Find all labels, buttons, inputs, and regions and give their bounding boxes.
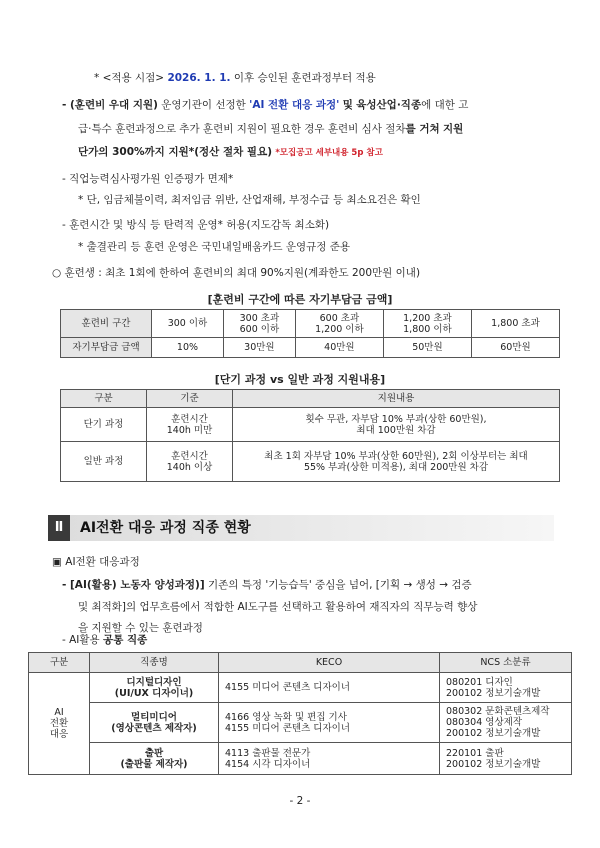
table1-row-header: 자기부담금 금액 [61, 338, 152, 358]
common-jobs-label: - AI활용 공통 직종 [62, 634, 148, 646]
table1-cell: 50만원 [383, 338, 471, 358]
page-number: - 2 - [289, 795, 311, 807]
subsidy-item-line3: 단가의 300%까지 지원*(정산 절차 필요) *모집공고 세부내용 5p 참고 [78, 146, 383, 158]
table2-basis: 훈련시간 140h 미만 [147, 408, 233, 442]
table1-cell: 30만원 [223, 338, 295, 358]
ai-course-desc-line3: 을 지원할 수 있는 훈련과정 [78, 622, 203, 634]
ai-course-desc-line2: 및 최적화]의 업무흐름에서 적합한 AI도구를 선택하고 활용하여 재직자의 직무능력 향상 [78, 601, 478, 613]
table2-header: 지원내용 [233, 390, 560, 408]
table1-cell: 300 초과 600 이하 [223, 310, 295, 338]
job-type-table [28, 652, 572, 775]
table2-header: 구분 [61, 390, 147, 408]
table3-ncs: 080302 문화콘텐츠제작 080304 영상제작 200102 정보기술개발 [440, 703, 572, 743]
flexible-operation-note: * 출결관리 등 훈련 운영은 국민내일배움카드 운영규정 준용 [78, 241, 351, 253]
applies-from-note: * <적용 시점> 2026. 1. 1. 이후 승인된 훈련과정부터 적용 [94, 72, 376, 84]
table2-basis: 훈련시간 140h 이상 [147, 442, 233, 482]
flexible-operation-item: - 훈련시간 및 방식 등 탄력적 운영* 허용(지도감독 최소화) [62, 219, 330, 231]
table3-job: 디지털디자인 (UI/UX 디자이너) [90, 673, 219, 703]
table3-ncs: 220101 출판 200102 정보기술개발 [440, 743, 572, 775]
table3-header: KECO [219, 653, 440, 673]
table1-title: [훈련비 구간에 따른 자기부담금 금액] [207, 293, 393, 306]
table3-header: 직종명 [90, 653, 219, 673]
table3-job: 출판 (출판물 제작자) [90, 743, 219, 775]
ai-course-heading: ▣ AI전환 대응과정 [52, 556, 140, 568]
section-number: Ⅱ [48, 515, 70, 541]
table1-cell: 600 초과 1,200 이하 [295, 310, 383, 338]
table3-header: NCS 소분류 [440, 653, 572, 673]
section-title: AI전환 대응 과정 직종 현황 [80, 520, 251, 536]
self-pay-table [60, 309, 560, 358]
table2-header: 기준 [147, 390, 233, 408]
table3-keco: 4113 출판물 전문가 4154 시각 디자이너 [219, 743, 440, 775]
subsidy-item-line1: - (훈련비 우대 지원) 운영기관이 선정한 'AI 전환 대응 과정' 및 육성산업·직종에 대한 고 [62, 99, 469, 111]
table3-ncs: 080201 디자인 200102 정보기술개발 [440, 673, 572, 703]
table1-cell: 60만원 [471, 338, 559, 358]
course-compare-table [60, 389, 560, 482]
subsidy-item-line2: 급·특수 훈련과정으로 추가 훈련비 지원이 필요한 경우 훈련비 심사 절차를 거쳐 지원 [78, 123, 464, 135]
ai-course-desc-line1: - [AI(활용) 노동자 양성과정)] 기존의 특정 '기능습득' 중심을 넘어, [기획 → 생성 → 검증 [62, 579, 472, 591]
table2-kind: 단기 과정 [61, 408, 147, 442]
table3-job: 멀티미디어 (영상콘텐츠 제작자) [90, 703, 219, 743]
table1-cell: 1,200 초과 1,800 이하 [383, 310, 471, 338]
table2-content: 횟수 무관, 자부담 10% 부과(상한 60만원), 최대 100만원 차감 [233, 408, 560, 442]
trainee-support-item: ○ 훈련생 : 최초 1회에 한하여 훈련비의 최대 90%지원(계좌한도 200만원 이내) [52, 267, 421, 279]
exemption-note: * 단, 임금체불이력, 최저임금 위반, 산업재해, 부정수급 등 최소요건은 확인 [78, 194, 421, 206]
table1-cell: 300 이하 [152, 310, 224, 338]
exemption-item: - 직업능력심사평가원 인증평가 면제* [62, 173, 234, 185]
table3-keco: 4155 미디어 콘텐츠 디자이너 [219, 673, 440, 703]
table2-title: [단기 과정 vs 일반 과정 지원내용] [214, 373, 386, 386]
table1-row-header: 훈련비 구간 [61, 310, 152, 338]
table3-group: AI 전환 대응 [29, 673, 90, 775]
table2-kind: 일반 과정 [61, 442, 147, 482]
table1-cell: 40만원 [295, 338, 383, 358]
table3-keco: 4166 영상 녹화 및 편집 기사 4155 미디어 콘텐츠 디자이너 [219, 703, 440, 743]
table2-content: 최초 1회 자부담 10% 부과(상한 60만원), 2회 이상부터는 최대 55% 부과(상한 미적용), 최대 200만원 차감 [233, 442, 560, 482]
table1-cell: 1,800 초과 [471, 310, 559, 338]
table1-cell: 10% [152, 338, 224, 358]
table3-header: 구분 [29, 653, 90, 673]
